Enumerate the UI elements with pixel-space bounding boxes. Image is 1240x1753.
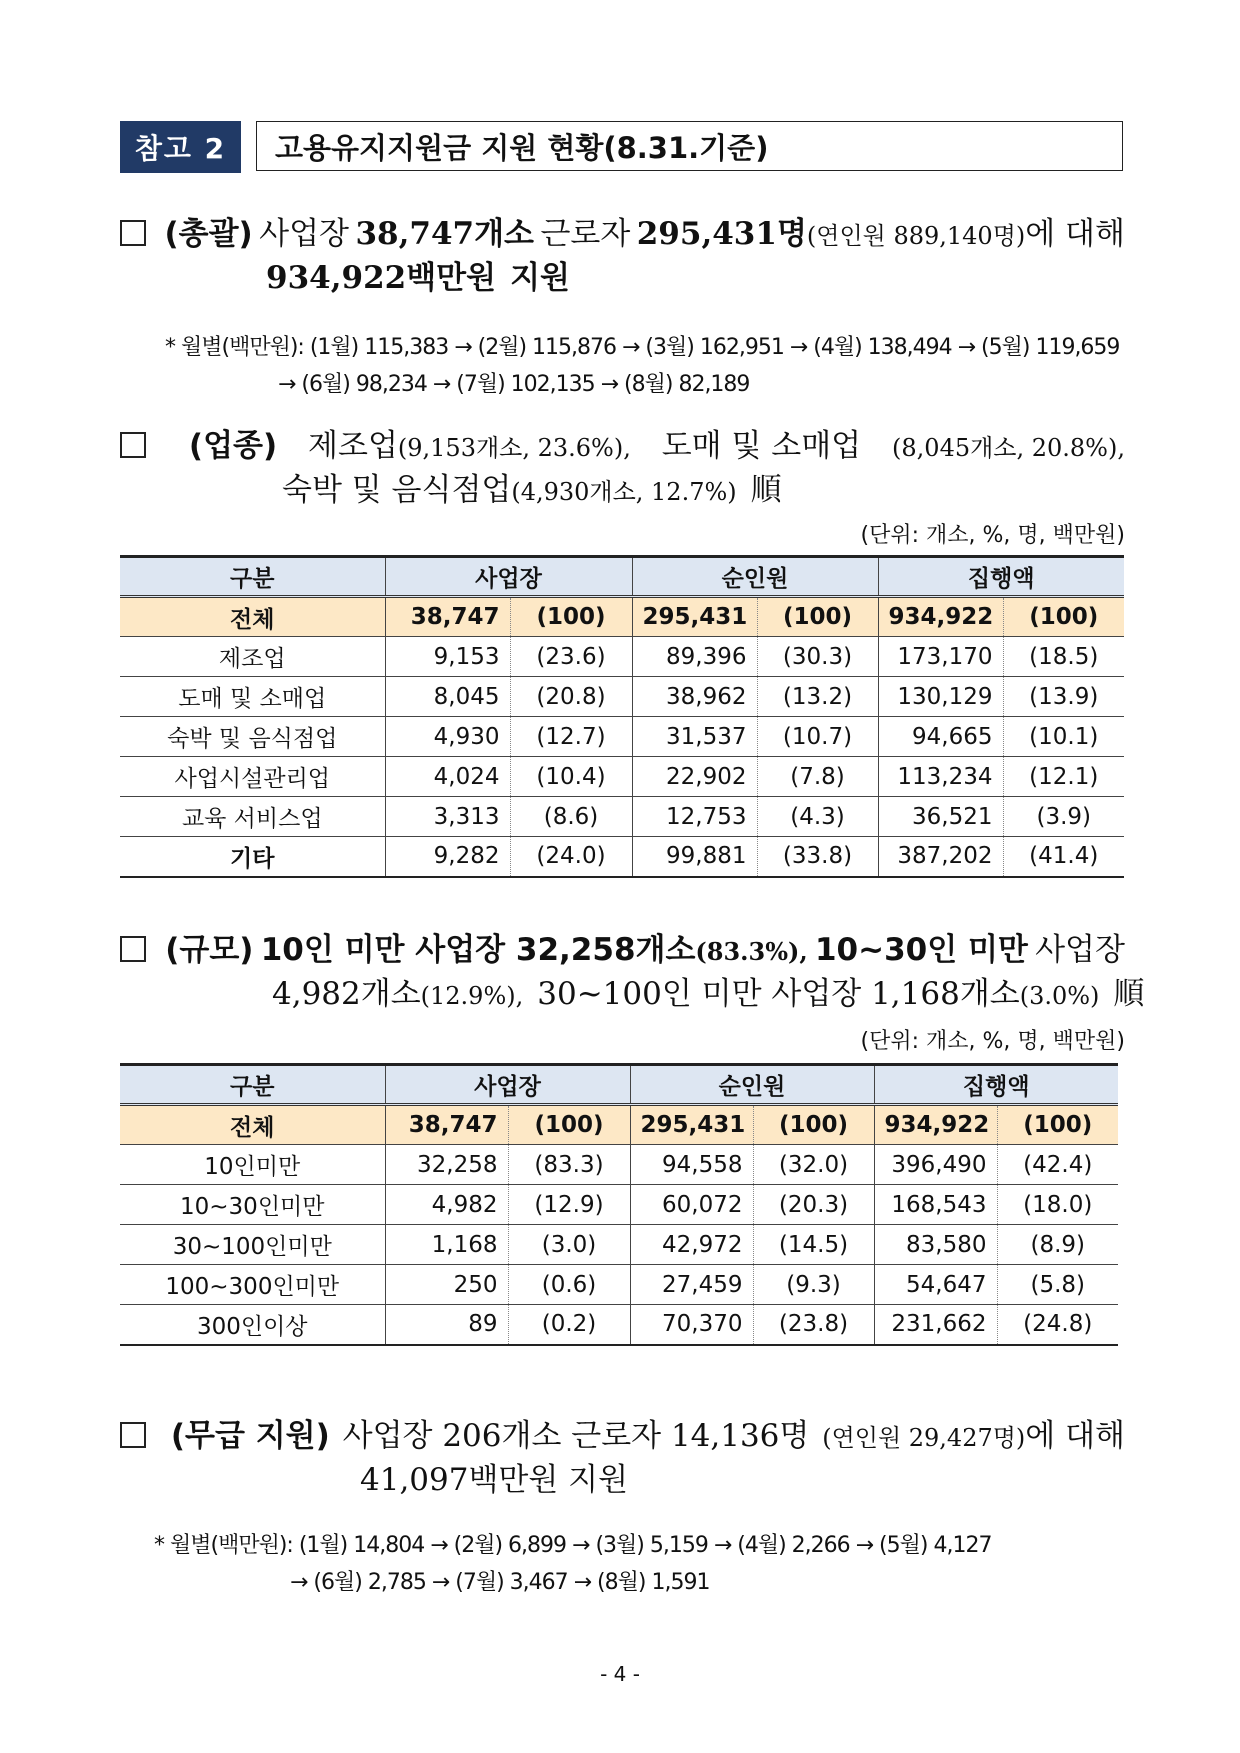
table-row <box>120 597 1124 637</box>
cell-percent: (24.0) <box>510 837 632 877</box>
cell-value: 8,045 <box>385 677 510 717</box>
cell-percent: (12.1) <box>1003 757 1124 797</box>
row-label: 전체 <box>120 1105 385 1145</box>
cell-percent: (18.0) <box>997 1185 1118 1225</box>
header-workers: 순인원 <box>630 1065 874 1105</box>
cell-percent: (10.7) <box>757 717 878 757</box>
cell-percent: (9.3) <box>753 1265 874 1305</box>
cell-value: 36,521 <box>878 797 1003 837</box>
industry-table <box>120 555 1124 878</box>
unpaid-text-a: 사업장 206개소 근로자 14,136명 <box>342 1418 810 1454</box>
summary-amount: 934,922백만원 <box>266 260 497 296</box>
summary-workers: 295,431명 <box>636 216 807 252</box>
cell-percent: (32.0) <box>753 1145 874 1185</box>
header-sites: 사업장 <box>385 557 632 597</box>
row-label: 300인이상 <box>120 1305 385 1345</box>
scale-section <box>120 924 1145 1016</box>
cell-percent: (23.6) <box>510 637 632 677</box>
cell-value: 295,431 <box>632 597 757 637</box>
cell-percent: (100) <box>508 1105 630 1145</box>
scale-10to30-sites: 4,982개소 <box>272 976 421 1012</box>
row-label: 100~300인미만 <box>120 1265 385 1305</box>
cell-value: 387,202 <box>878 837 1003 877</box>
unpaid-text-c: 에 대해 <box>1025 1418 1125 1454</box>
cell-percent: (4.3) <box>757 797 878 837</box>
table-header-row <box>120 557 1124 597</box>
cell-percent: (33.8) <box>757 837 878 877</box>
unpaid-section <box>120 1410 1125 1596</box>
scale-table <box>120 1063 1118 1346</box>
cell-percent: (3.9) <box>1003 797 1124 837</box>
industry-unit: (단위: 개소, %, 명, 백만원) <box>860 523 1125 548</box>
cell-percent: (83.3) <box>508 1145 630 1185</box>
row-label: 도매 및 소매업 <box>120 677 385 717</box>
industry-hospitality: 숙박 및 음식점업 <box>282 472 512 508</box>
cell-value: 130,129 <box>878 677 1003 717</box>
header-sites: 사업장 <box>385 1065 630 1105</box>
cell-value: 4,982 <box>385 1185 508 1225</box>
summary-monthly-note: * 월별(백만원): (1월) 115,383 → (2월) 115,876 → (3월) 162,951 → (4월) 138,494 → (5월) 119,659 <box>165 335 1120 360</box>
cell-value: 32,258 <box>385 1145 508 1185</box>
cell-value: 31,537 <box>632 717 757 757</box>
cell-percent: (42.4) <box>997 1145 1118 1185</box>
header-workers: 순인원 <box>632 557 878 597</box>
row-label: 전체 <box>120 597 385 637</box>
table-row <box>120 677 1124 717</box>
cell-value: 89 <box>385 1305 508 1345</box>
industry-hospitality-detail: (4,930개소, 12.7%) <box>511 478 737 506</box>
cell-value: 83,580 <box>874 1225 997 1265</box>
unpaid-total-workers: (연인원 29,427명) <box>822 1424 1026 1452</box>
cell-value: 1,168 <box>385 1225 508 1265</box>
section-tag: 참고 2 <box>120 121 241 173</box>
scale-under10-pct: (83.3%), <box>695 937 808 966</box>
header-category: 구분 <box>120 557 385 597</box>
summary-total-workers: (연인원 889,140명) <box>806 222 1026 250</box>
summary-sites: 38,747개소 <box>355 216 534 252</box>
cell-value: 168,543 <box>874 1185 997 1225</box>
checkbox-icon <box>120 936 146 962</box>
cell-value: 113,234 <box>878 757 1003 797</box>
industry-wholesale-detail: (8,045개소, 20.8%), <box>892 434 1125 462</box>
cell-percent: (100) <box>510 597 632 637</box>
unpaid-monthly-note-cont: → (6월) 2,785 → (7월) 3,467 → (8월) 1,591 <box>290 1570 710 1595</box>
row-label: 기타 <box>120 837 385 877</box>
summary-label: (총괄) <box>164 216 253 252</box>
cell-value: 250 <box>385 1265 508 1305</box>
cell-value: 94,665 <box>878 717 1003 757</box>
cell-percent: (30.3) <box>757 637 878 677</box>
cell-percent: (7.8) <box>757 757 878 797</box>
cell-percent: (100) <box>1003 597 1124 637</box>
table-header-row <box>120 1065 1118 1105</box>
cell-value: 934,922 <box>874 1105 997 1145</box>
summary-text-c: 근로자 <box>540 216 631 252</box>
cell-percent: (10.1) <box>1003 717 1124 757</box>
cell-value: 4,930 <box>385 717 510 757</box>
table-row <box>120 637 1124 677</box>
cell-value: 396,490 <box>874 1145 997 1185</box>
cell-percent: (13.2) <box>757 677 878 717</box>
table-row <box>120 797 1124 837</box>
cell-value: 94,558 <box>630 1145 753 1185</box>
scale-label: (규모) <box>165 932 254 968</box>
cell-value: 89,396 <box>632 637 757 677</box>
cell-percent: (100) <box>997 1105 1118 1145</box>
scale-30to100: 30~100인 미만 사업장 1,168개소 <box>537 976 1020 1012</box>
cell-value: 9,153 <box>385 637 510 677</box>
header-amount: 집행액 <box>878 557 1124 597</box>
cell-value: 54,647 <box>874 1265 997 1305</box>
unpaid-monthly-note: * 월별(백만원): (1월) 14,804 → (2월) 6,899 → (3월) 5,159 → (4월) 2,266 → (5월) 4,127 <box>154 1533 992 1558</box>
cell-value: 99,881 <box>632 837 757 877</box>
cell-value: 27,459 <box>630 1265 753 1305</box>
cell-percent: (20.8) <box>510 677 632 717</box>
cell-percent: (5.8) <box>997 1265 1118 1305</box>
row-label: 30~100인미만 <box>120 1225 385 1265</box>
cell-percent: (23.8) <box>753 1305 874 1345</box>
scale-text-d: 사업장 <box>1035 932 1125 968</box>
cell-percent: (41.4) <box>1003 837 1124 877</box>
cell-percent: (13.9) <box>1003 677 1124 717</box>
cell-percent: (8.6) <box>510 797 632 837</box>
cell-value: 3,313 <box>385 797 510 837</box>
table-row <box>120 1225 1118 1265</box>
scale-order: 順 <box>1113 976 1145 1012</box>
summary-monthly-note-cont: → (6월) 98,234 → (7월) 102,135 → (8월) 82,189 <box>278 372 750 397</box>
row-label: 교육 서비스업 <box>120 797 385 837</box>
cell-percent: (100) <box>757 597 878 637</box>
cell-value: 12,753 <box>632 797 757 837</box>
cell-value: 42,972 <box>630 1225 753 1265</box>
scale-10to30-pct: (12.9%), <box>420 982 524 1010</box>
industry-order: 順 <box>750 472 782 508</box>
row-label: 제조업 <box>120 637 385 677</box>
page-number: - 4 - <box>600 1662 640 1686</box>
summary-text-f: 에 대해 <box>1025 216 1125 252</box>
cell-value: 38,747 <box>385 1105 508 1145</box>
title-bar <box>120 121 1125 173</box>
scale-10to30: 10~30인 미만 <box>814 932 1028 968</box>
checkbox-icon <box>120 1422 146 1448</box>
cell-value: 9,282 <box>385 837 510 877</box>
scale-under10: 10인 미만 사업장 32,258개소 <box>260 932 696 968</box>
cell-value: 22,902 <box>632 757 757 797</box>
cell-value: 38,962 <box>632 677 757 717</box>
unpaid-amount: 41,097백만원 지원 <box>360 1462 629 1498</box>
cell-percent: (0.6) <box>508 1265 630 1305</box>
header-amount: 집행액 <box>874 1065 1118 1105</box>
cell-percent: (10.4) <box>510 757 632 797</box>
cell-value: 231,662 <box>874 1305 997 1345</box>
industry-label: (업종) <box>188 428 278 464</box>
cell-value: 60,072 <box>630 1185 753 1225</box>
cell-percent: (20.3) <box>753 1185 874 1225</box>
page-title: 고용유지지원금 지원 현황(8.31.기준) <box>256 121 1123 171</box>
cell-value: 70,370 <box>630 1305 753 1345</box>
header-category: 구분 <box>120 1065 385 1105</box>
summary-section <box>120 208 1125 398</box>
row-label: 사업시설관리업 <box>120 757 385 797</box>
cell-percent: (8.9) <box>997 1225 1118 1265</box>
cell-percent: (18.5) <box>1003 637 1124 677</box>
industry-manufacturing: 제조업 <box>308 428 398 464</box>
table-row <box>120 757 1124 797</box>
cell-value: 295,431 <box>630 1105 753 1145</box>
summary-support: 지원 <box>510 260 570 296</box>
cell-percent: (3.0) <box>508 1225 630 1265</box>
cell-percent: (24.8) <box>997 1305 1118 1345</box>
table-row <box>120 1265 1118 1305</box>
cell-value: 38,747 <box>385 597 510 637</box>
cell-percent: (12.7) <box>510 717 632 757</box>
cell-percent: (14.5) <box>753 1225 874 1265</box>
checkbox-icon <box>120 220 146 246</box>
scale-30to100-pct: (3.0%) <box>1019 982 1100 1010</box>
cell-value: 4,024 <box>385 757 510 797</box>
scale-unit: (단위: 개소, %, 명, 백만원) <box>860 1029 1125 1054</box>
table-row <box>120 1105 1118 1145</box>
cell-value: 173,170 <box>878 637 1003 677</box>
table-row <box>120 1305 1118 1345</box>
cell-percent: (0.2) <box>508 1305 630 1345</box>
industry-wholesale: 도매 및 소매업 <box>661 428 862 464</box>
row-label: 10~30인미만 <box>120 1185 385 1225</box>
cell-percent: (100) <box>753 1105 874 1145</box>
table-row <box>120 1145 1118 1185</box>
row-label: 10인미만 <box>120 1145 385 1185</box>
summary-text-a: 사업장 <box>259 216 349 252</box>
table-row <box>120 1185 1118 1225</box>
row-label: 숙박 및 음식점업 <box>120 717 385 757</box>
cell-value: 934,922 <box>878 597 1003 637</box>
industry-section <box>120 420 1125 512</box>
unpaid-label: (무급 지원) <box>170 1418 330 1454</box>
industry-manufacturing-detail: (9,153개소, 23.6%), <box>397 434 631 462</box>
table-row <box>120 837 1124 877</box>
table-row <box>120 717 1124 757</box>
cell-percent: (12.9) <box>508 1185 630 1225</box>
checkbox-icon <box>120 432 146 458</box>
